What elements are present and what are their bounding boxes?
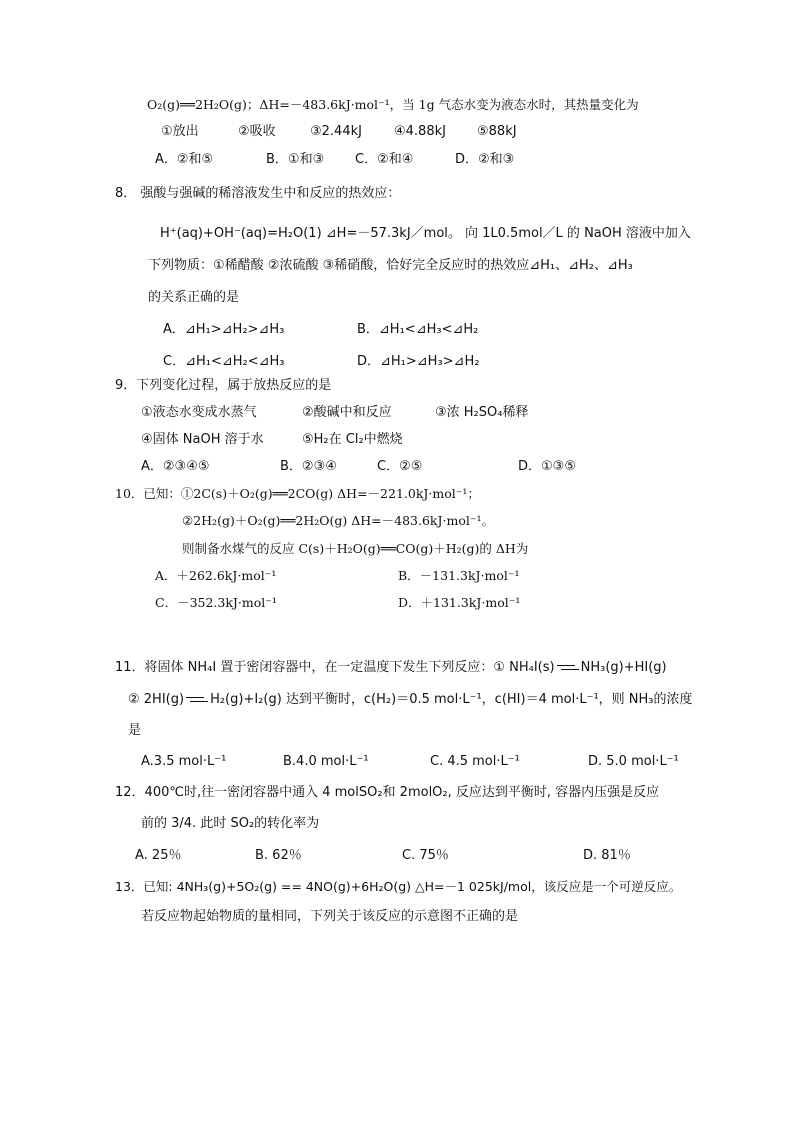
q8-option-a: A．⊿H₁>⊿H₂>⊿H₃: [163, 322, 285, 337]
q7-item-4: ④4.88kJ: [394, 124, 446, 139]
q12-option-c: C. 75％: [402, 848, 449, 863]
q11-option-d: D. 5.0 mol·L⁻¹: [588, 754, 679, 769]
equilibrium-arrow-icon: [186, 695, 208, 705]
q7-line1: O₂(g)══2H₂O(g)；ΔH=－483.6kJ·mol⁻¹，当 1g 气态水变为液态水时，其热量变化为: [147, 97, 639, 112]
q7-item-2: ②吸收: [238, 124, 276, 139]
q10-line2: ②2H₂(g)＋O₂(g)══2H₂O(g) ΔH=－483.6kJ·mol⁻¹。: [182, 513, 494, 528]
q9-option-d: D．①③⑤: [518, 459, 576, 474]
q11-line1: [115, 659, 667, 677]
q7-option-b: B．①和③: [266, 152, 325, 167]
q12-option-d: D. 81％: [583, 848, 631, 863]
q9-option-b: B．②③④: [280, 459, 337, 474]
q9-option-c: C．②⑤: [377, 459, 423, 474]
q7-item-3: ③2.44kJ: [310, 124, 362, 139]
q11-option-c: C. 4.5 mol·L⁻¹: [430, 754, 520, 769]
q7-option-a: A．②和⑤: [155, 152, 214, 167]
q11-option-b: B.4.0 mol·L⁻¹: [283, 754, 369, 769]
q13-line2: 若反应物起始物质的量相同，下列关于该反应的示意图不正确的是: [141, 909, 519, 924]
q11-line2-rest: H₂(g)+I₂(g) 达到平衡时，c(H₂)＝0.5 mol·L⁻¹，c(HI)＝4 mol·L⁻¹，则 NH₃的浓度: [210, 692, 693, 707]
q12-line2: 前的 3/4. 此时 SO₂的转化率为: [141, 816, 320, 831]
q10-option-a: A．＋262.6kJ·mol⁻¹: [155, 568, 277, 583]
q7-option-c: C．②和④: [355, 152, 414, 167]
q9-option-a: A．②③④⑤: [141, 459, 210, 474]
q9-item-2: ②酸碱中和反应: [302, 405, 392, 420]
q9-item-3: ③浓 H₂SO₄稀释: [435, 405, 529, 420]
q10-line3: 则制备水煤气的反应 C(s)＋H₂O(g)══CO(g)＋H₂(g)的 ΔH为: [182, 541, 529, 556]
q12-option-b: B. 62％: [255, 848, 302, 863]
q8-option-b: B．⊿H₁<⊿H₃<⊿H₂: [357, 322, 479, 337]
q9-stem: 9．下列变化过程，属于放热反应的是: [115, 378, 332, 393]
q10-option-d: D．＋131.3kJ·mol⁻¹: [398, 595, 521, 610]
q11-line3: 是: [128, 723, 142, 738]
q8-line3: 下列物质：①稀醋酸 ②浓硫酸 ③稀硝酸，恰好完全反应时的热效应⊿H₁、⊿H₂、⊿H₃: [148, 258, 633, 273]
q11-line1-products: NH₃(g)+HI(g): [580, 660, 667, 675]
q7-item-5: ⑤88kJ: [477, 124, 517, 139]
q9-item-5: ⑤H₂在 Cl₂中燃烧: [302, 432, 403, 447]
q9-item-1: ①液态水变成水蒸气: [141, 405, 257, 420]
q8-option-d: D．⊿H₁>⊿H₃>⊿H₂: [357, 354, 480, 369]
equilibrium-arrow-icon: [557, 663, 579, 673]
q13-line1: 13．已知: 4NH₃(g)+5O₂(g) == 4NO(g)+6H₂O(g) △H=－1 025kJ/mol，该反应是一个可逆反应。: [115, 879, 682, 894]
q10-option-b: B．－131.3kJ·mol⁻¹: [398, 568, 520, 583]
q11-option-a: A.3.5 mol·L⁻¹: [141, 754, 227, 769]
q8-line4: 的关系正确的是: [148, 290, 240, 305]
q9-item-4: ④固体 NaOH 溶于水: [141, 432, 264, 447]
q12-line1: 12．400℃时,往一密闭容器中通入 4 molSO₂和 2molO₂, 反应达到平衡时, 容器内压强是反应: [115, 785, 660, 800]
q7-option-d: D．②和③: [455, 152, 515, 167]
q10-option-c: C．－352.3kJ·mol⁻¹: [155, 595, 277, 610]
q10-line1: 10．已知：①2C(s)＋O₂(g)══2CO(g) ΔH=－221.0kJ·mol⁻¹；: [115, 486, 480, 501]
q8-option-c: C．⊿H₁<⊿H₂<⊿H₃: [163, 354, 285, 369]
q11-line1-text: 11．将固体 NH₄I 置于密闭容器中，在一定温度下发生下列反应：① NH₄I(s): [115, 660, 555, 675]
q8-line2: H⁺(aq)+OH⁻(aq)=H₂O(1) ⊿H=－57.3kJ／mol。 向 1L0.5mol／L 的 NaOH 溶液中加入: [160, 226, 691, 241]
q8-stem: 8． 强酸与强碱的稀溶液发生中和反应的热效应：: [115, 186, 401, 201]
q11-line2-text: ② 2HI(g): [128, 692, 185, 707]
q12-option-a: A. 25％: [135, 848, 182, 863]
q11-line2: [128, 691, 693, 709]
q7-item-1: ①放出: [161, 124, 199, 139]
